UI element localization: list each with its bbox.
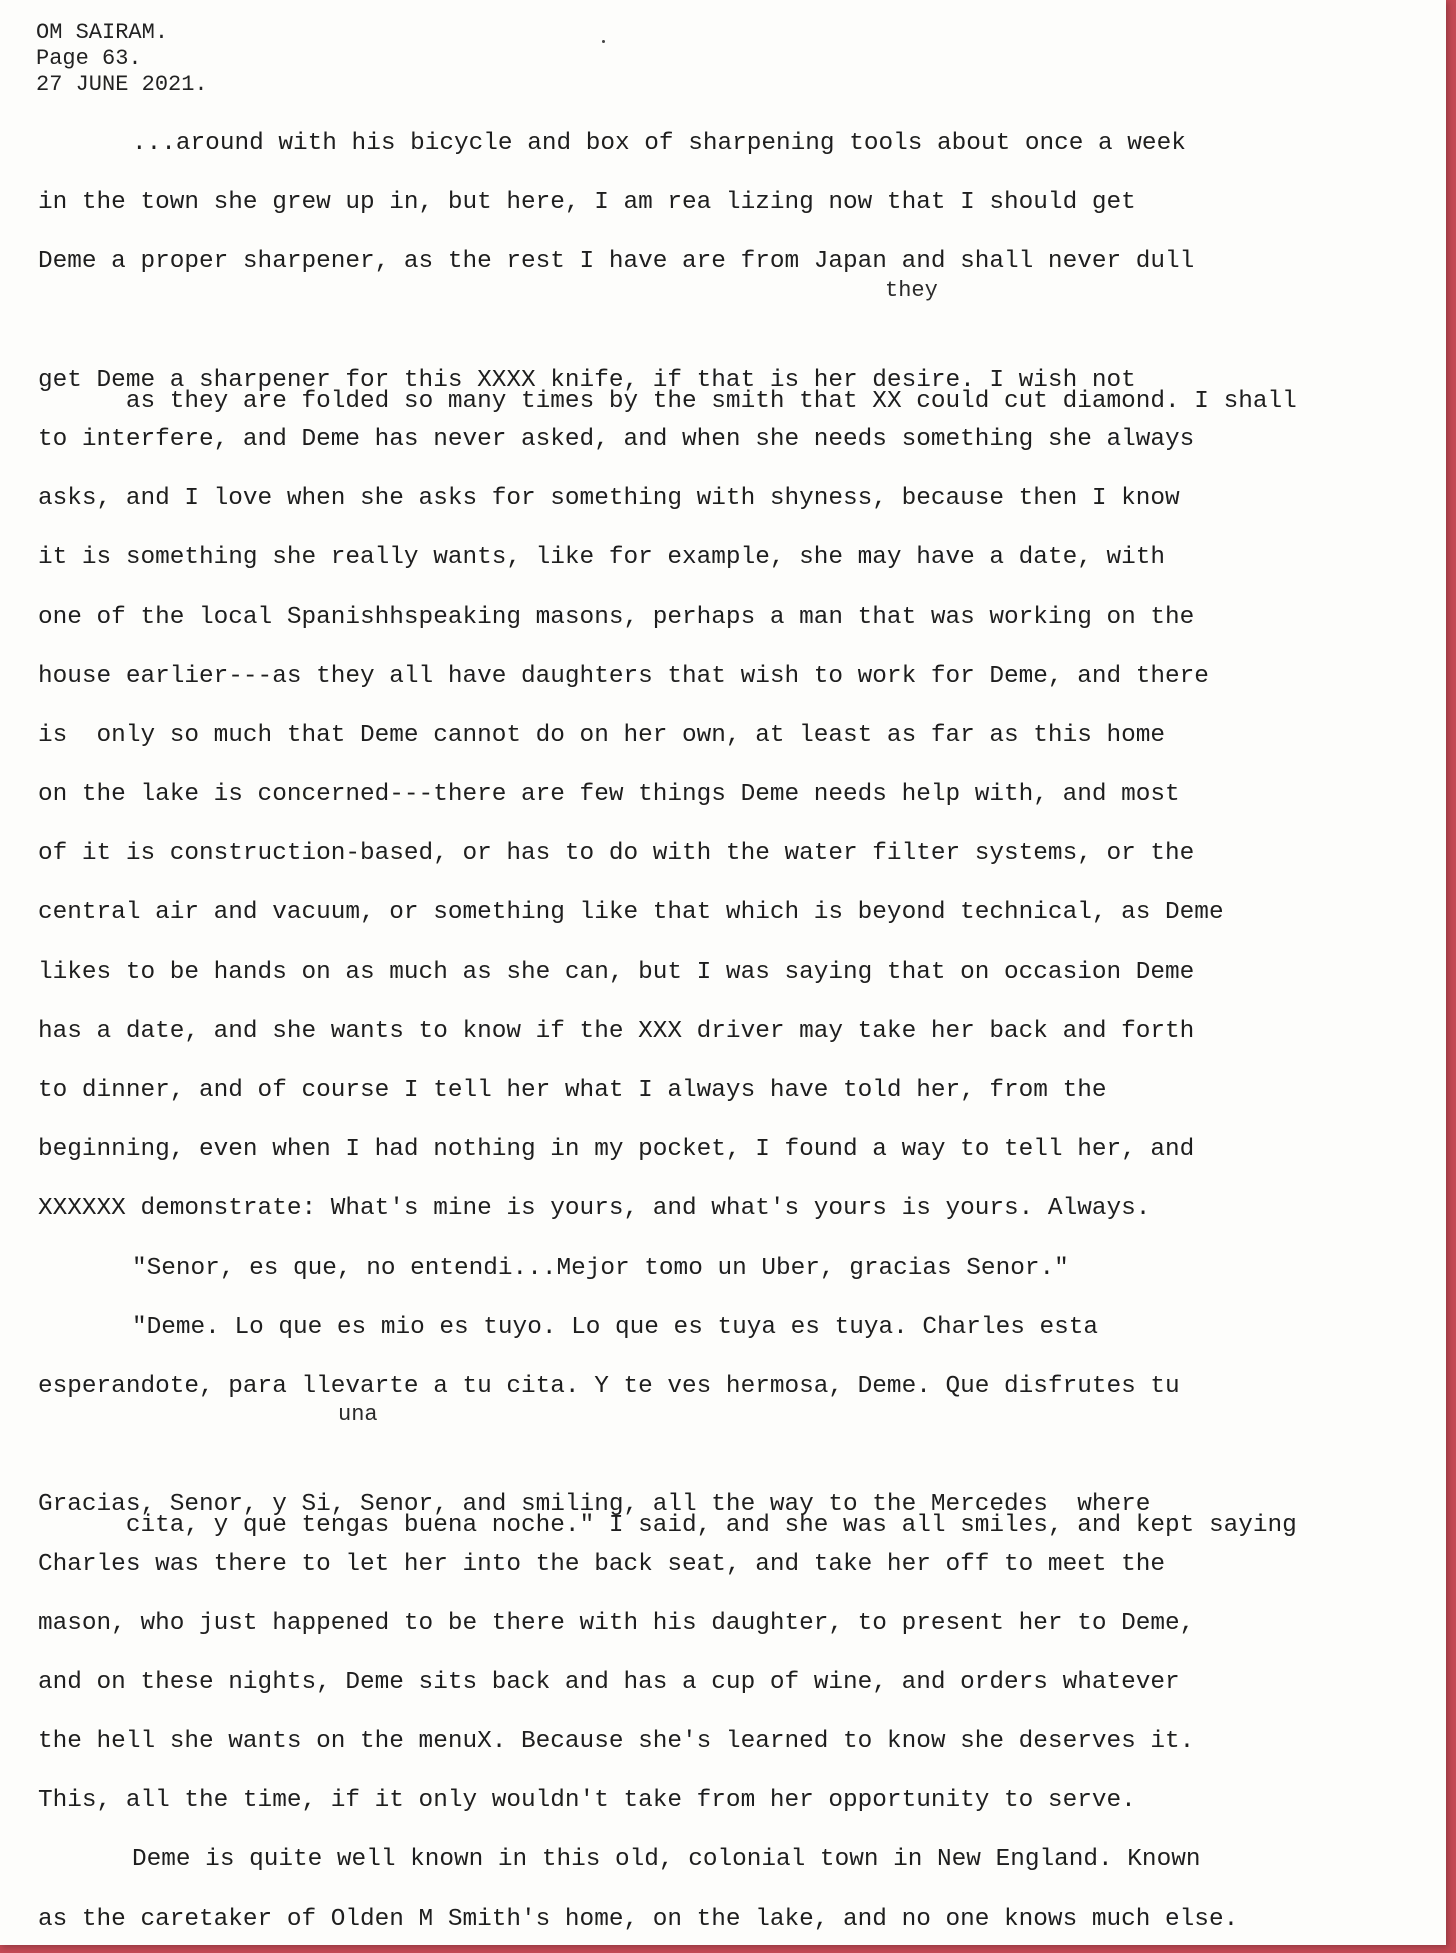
text-line: ...around with his bicycle and box of sharpening tools about once a week [132,130,1186,157]
header-page-number: Page 63. [36,46,142,71]
text-line: it is something she really wants, like for example, she may have a date, with [38,544,1166,572]
text-line: get Deme a sharpener for this XXXX knife, if that is her desire. I wish not [38,366,1136,394]
text-line: house earlier---as they all have daughters that wish to work for Deme, and there [38,662,1209,690]
body-text [38,124,1438,1945]
text-line: likes to be hands on as much as she can, but I was saying that on occasion Deme [38,958,1195,986]
header-date: 27 JUNE 2021. [36,72,208,97]
text-line: beginning, even when I had nothing in my pocket, I found a way to tell her, and [38,1136,1195,1164]
typed-insertion: una [338,1402,378,1428]
text-line: Deme a proper sharpener, as the rest I have are from Japan and shall never dull [38,248,1195,276]
ink-speck [602,40,605,43]
text-line: This, all the time, if it only wouldn't take from her opportunity to serve. [38,1787,1136,1815]
text-line-content: cita, y que tengas buena noche." I said, and she was all smiles, and kept saying [125,1512,1297,1540]
text-line: "Senor, es que, no entendi...Mejor tomo un Uber, gracias Senor." [132,1254,1069,1282]
text-line: to interfere, and Deme has never asked, and when she needs something she always [38,425,1195,453]
text-line: central air and vacuum, or something like that which is beyond technical, as Deme [38,899,1224,927]
page-header [36,20,208,98]
text-line: the hell she wants on the menuX. Because she's learned to know she deserves it. [38,1728,1195,1756]
text-line: Charles was there to let her into the back seat, and take her off to meet the [38,1550,1166,1578]
text-line: Gracias, Senor, y Si, Senor, and smiling, all the way to the Mercedes where [38,1491,1151,1519]
text-line: esperandote, para llevarte a tu cita. Y te ves hermosa, Deme. Que disfrutes tu [38,1372,1180,1400]
text-line: as the caretaker of Olden M Smith's home, on the lake, and no one knows much else. [38,1905,1239,1933]
text-line: one of the local Spanishhspeaking masons, perhaps a man that was working on the [38,603,1195,631]
text-line: on the lake is concerned---there are few things Deme needs help with, and most [38,781,1180,809]
header-blessing: OM SAIRAM. [36,20,169,45]
text-line: asks, and I love when she asks for something with shyness, because then I know [38,485,1180,513]
text-line: mason, who just happened to be there with his daughter, to present her to Deme, [38,1609,1195,1637]
text-line: and on these nights, Deme sits back and has a cup of wine, and orders whatever [38,1668,1180,1696]
text-line: XXXXXX demonstrate: What's mine is yours, and what's yours is yours. Always. [38,1195,1151,1223]
typed-insertion: they [885,277,938,303]
text-line: to dinner, and of course I tell her what I always have told her, from the [38,1077,1107,1104]
text-line: in the town she grew up in, but here, I am rea lizing now that I should get [38,189,1136,217]
text-line: of it is construction-based, or has to do with the water filter systems, or the [38,840,1195,868]
text-line: is only so much that Deme cannot do on her own, at least as far as this home [38,721,1166,749]
text-line: "Deme. Lo que es mio es tuyo. Lo que es tuya es tuya. Charles esta [132,1313,1099,1341]
text-line-content: as they are folded so many times by the smith that XX could cut diamond. I shall [125,387,1297,415]
text-line: Deme is quite well known in this old, colonial town in New England. Known [132,1846,1201,1874]
text-line: has a date, and she wants to know if the XXX driver may take her back and forth [38,1017,1195,1045]
